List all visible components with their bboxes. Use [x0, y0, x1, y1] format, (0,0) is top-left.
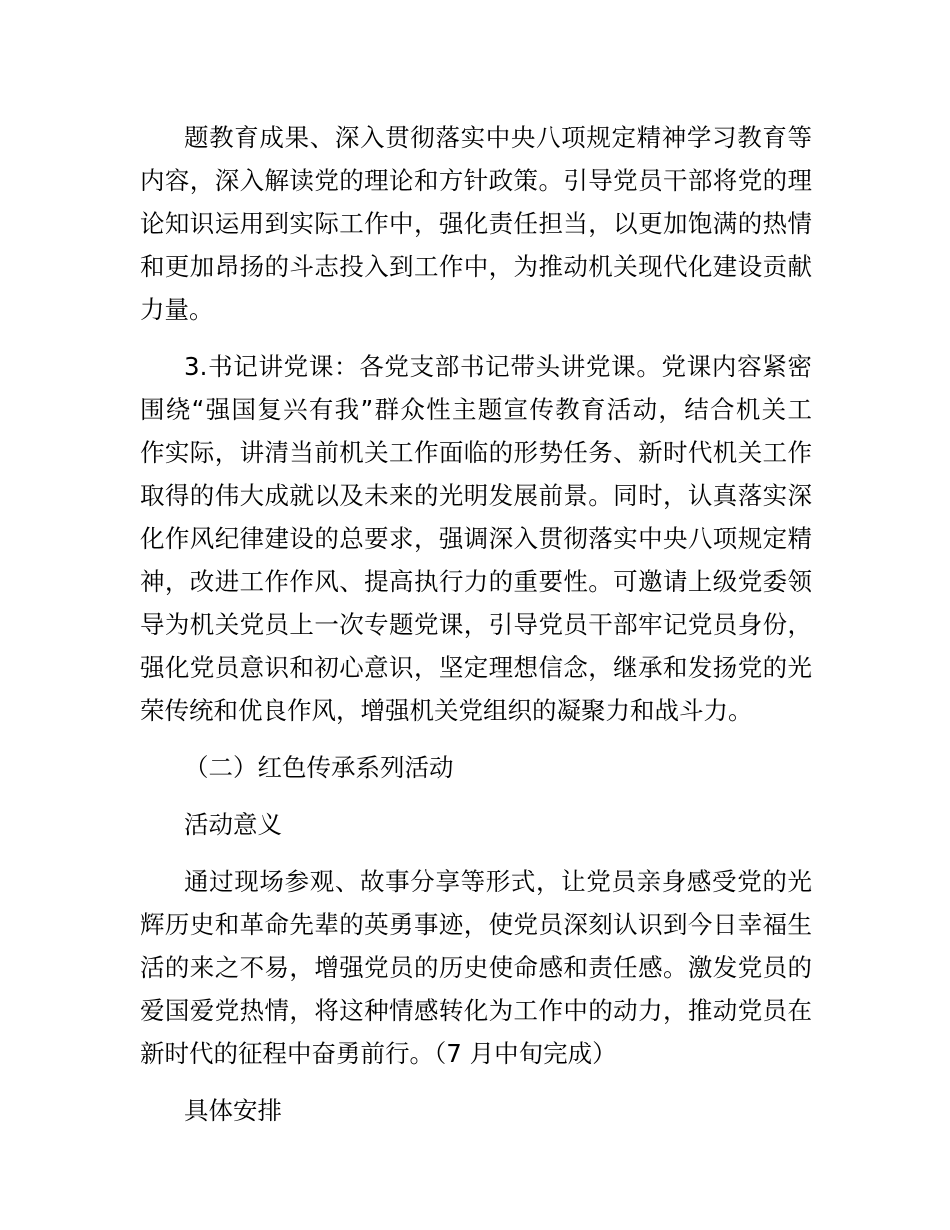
heading-specific-arrangements — [140, 1089, 812, 1132]
text-line: 辉历史和革命先辈的英勇事迹，使党员深刻认识到今日幸福生 — [140, 910, 812, 939]
text-line: 围绕“强国复兴有我”群众性主题宣传教育活动，结合机关工 — [140, 395, 812, 424]
text-line: 取得的伟大成就以及未来的光明发展前景。同时，认真落实深 — [140, 481, 812, 510]
paragraph-activity-significance-body — [140, 860, 812, 1075]
text-line: 化作风纪律建设的总要求，强调深入贯彻落实中央八项规定精 — [140, 524, 812, 553]
text-line: 导为机关党员上一次专题党课，引导党员干部牢记党员身份， — [140, 610, 812, 639]
text-line: 力量。 — [140, 295, 214, 324]
text-line: 活的来之不易，增强党员的历史使命感和责任感。激发党员的 — [140, 953, 812, 982]
text-line: （二）红色传承系列活动 — [184, 753, 454, 782]
paragraph-secretary-party-lecture — [140, 345, 812, 732]
text-line: 论知识运用到实际工作中，强化责任担当，以更加饱满的热情 — [140, 209, 812, 238]
text-line: 荣传统和优良作风，增强机关党组织的凝聚力和战斗力。 — [140, 696, 753, 725]
text-line: 新时代的征程中奋勇前行。（7 月中旬完成） — [140, 1039, 617, 1068]
text-line: 爱国爱党热情，将这种情感转化为工作中的动力，推动党员在 — [140, 996, 812, 1025]
text-line: 作实际，讲清当前机关工作面临的形势任务、新时代机关工作 — [140, 438, 812, 467]
document-content — [140, 116, 812, 1146]
text-line: 强化党员意识和初心意识，坚定理想信念，继承和发扬党的光 — [140, 653, 812, 682]
heading-activity-significance — [140, 803, 812, 846]
heading-section-two-red-heritage — [140, 746, 812, 789]
text-line: 通过现场参观、故事分享等形式，让党员亲身感受党的光 — [184, 867, 812, 896]
text-line: 题教育成果、深入贯彻落实中央八项规定精神学习教育等 — [184, 123, 812, 152]
text-line: 神，改进工作作风、提高执行力的重要性。可邀请上级党委领 — [140, 567, 812, 596]
paragraph-theme-education — [140, 116, 812, 331]
text-line: 具体安排 — [184, 1096, 282, 1125]
text-line: 内容，深入解读党的理论和方针政策。引导党员干部将党的理 — [140, 166, 812, 195]
text-line: 和更加昂扬的斗志投入到工作中，为推动机关现代化建设贡献 — [140, 252, 812, 281]
text-line: 活动意义 — [184, 810, 282, 839]
text-line: 3.书记讲党课：各党支部书记带头讲党课。党课内容紧密 — [184, 352, 812, 381]
